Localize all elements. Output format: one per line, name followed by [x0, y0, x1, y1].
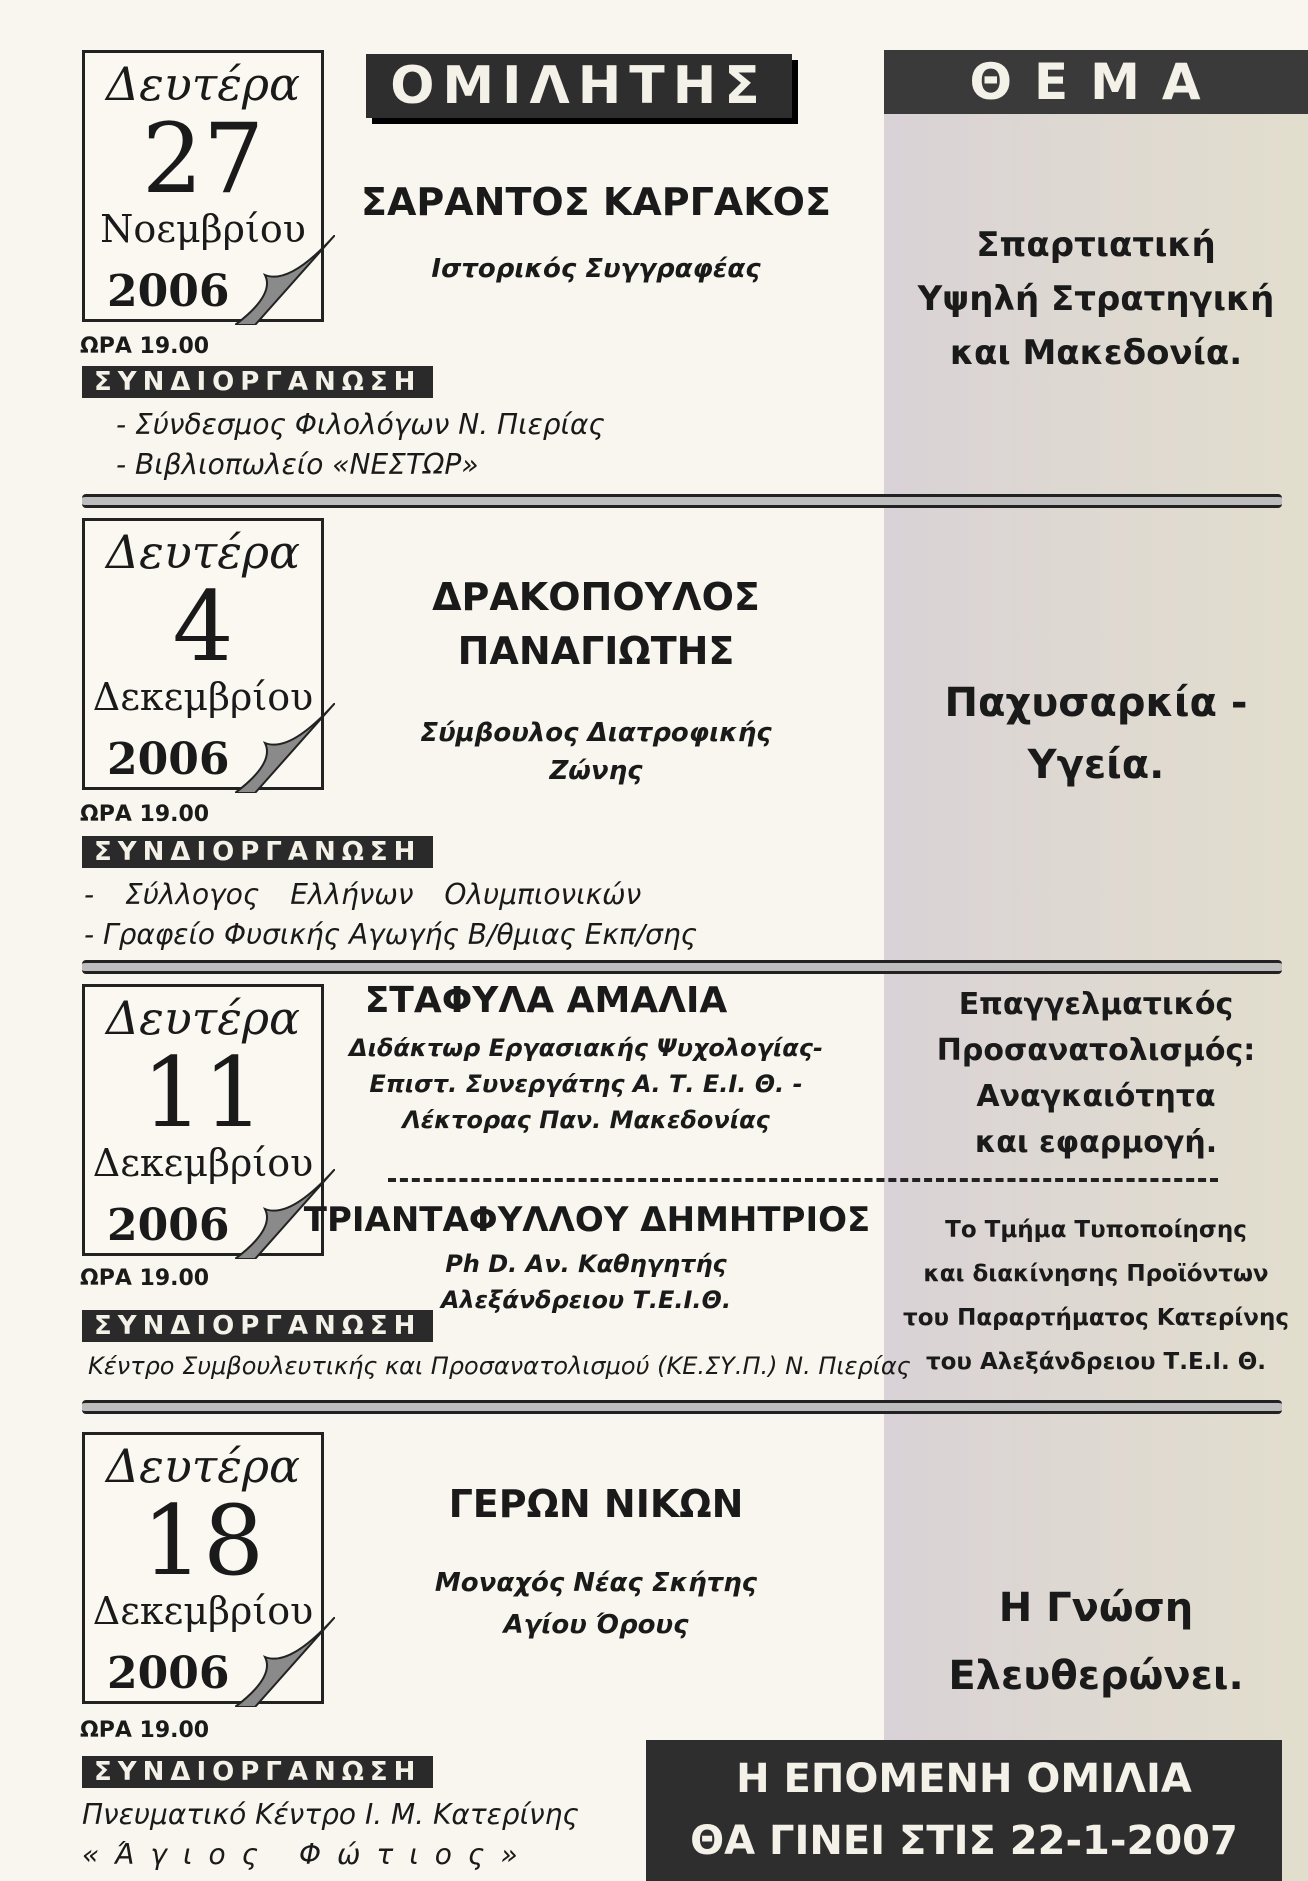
page-curl-icon: [235, 235, 335, 325]
calendar-day: Δευτέρα: [105, 1439, 301, 1493]
calendar-month: Δεκεμβρίου: [92, 1141, 314, 1185]
section-divider: [82, 960, 1282, 974]
topic-line: Αναγκαιότητα: [976, 1079, 1216, 1114]
calendar-card-event-1: [82, 50, 324, 322]
organizer-line: - Σύλλογος Ελλήνων Ολυμπιονικών: [84, 878, 642, 911]
speaker-title-line: Σύμβουλος Διατροφικής: [420, 718, 772, 748]
speaker-name: ΣΑΡΑΝΤΟΣ ΚΑΡΓΑΚΟΣ: [361, 180, 831, 224]
calendar-month: Δεκεμβρίου: [92, 675, 314, 719]
speaker-name-b: ΤΡΙΑΝΤΑΦΥΛΛΟΥ ΔΗΜΗΤΡΙΟΣ: [303, 1200, 871, 1240]
next-lecture-line: ΘΑ ΓΙΝΕΙ ΣΤΙΣ 22-1-2007: [690, 1818, 1238, 1864]
calendar-year: 2006: [107, 1200, 230, 1251]
section-divider: [82, 494, 1282, 508]
speaker-title-line: Ph D. Αν. Καθηγητής: [445, 1250, 727, 1278]
speaker-name-a: ΣΤΑΦΥΛΑ ΑΜΑΛΙΑ: [364, 980, 728, 1021]
speaker-title-line: Λέκτορας Παν. Μακεδονίας: [402, 1106, 770, 1134]
calendar-card-event-3: [82, 984, 324, 1256]
speaker-name: ΓΕΡΩΝ ΝΙΚΩΝ: [448, 1482, 744, 1526]
speaker-title: [346, 714, 846, 790]
organizer-line: «Άγιος Φώτιος»: [82, 1838, 534, 1871]
organizer-label: ΣΥΝΔΙΟΡΓΑΝΩΣΗ: [82, 366, 433, 398]
calendar-card-event-2: [82, 518, 324, 790]
organizer-line: - Γραφείο Φυσικής Αγωγής Β/θμιας Εκπ/σης: [84, 918, 698, 951]
speaker-header: ΟΜΙΛΗΤΗΣ: [366, 54, 792, 118]
next-lecture-banner: [646, 1740, 1282, 1881]
calendar-year: 2006: [107, 266, 230, 317]
topic-line: Υψηλή Στρατηγική: [917, 279, 1275, 319]
speaker-title-line: Διδάκτωρ Εργασιακής Ψυχολογίας-: [349, 1034, 823, 1062]
calendar-day: Δευτέρα: [105, 57, 301, 111]
topic-line: Το Τμήμα Τυποποίησης: [945, 1217, 1247, 1243]
topic-line: Ελευθερώνει.: [948, 1653, 1244, 1699]
calendar-year: 2006: [107, 1648, 230, 1699]
organizer-line: Κέντρο Συμβουλευτικής και Προσανατολισμού (ΚΕ.ΣΥ.Π.) Ν. Πιερίας: [88, 1352, 911, 1380]
speaker-title: [346, 1562, 846, 1646]
organizer-label: ΣΥΝΔΙΟΡΓΑΝΩΣΗ: [82, 1310, 433, 1342]
topic-line: και εφαρμογή.: [974, 1125, 1218, 1160]
organizer-line: Πνευματικό Κέντρο Ι. Μ. Κατερίνης: [82, 1798, 579, 1831]
speaker-title-line: Αλεξάνδρειου Τ.Ε.Ι.Θ.: [440, 1286, 732, 1314]
event-time: ΩΡΑ 19.00: [80, 802, 210, 827]
topic-event-2: [884, 672, 1308, 796]
next-lecture-line: Η ΕΠΟΜΕΝΗ ΟΜΙΛΙΑ: [736, 1756, 1192, 1802]
calendar-day: Δευτέρα: [105, 525, 301, 579]
calendar-year: 2006: [107, 734, 230, 785]
speaker-name: [346, 570, 846, 678]
topic-line: Επαγγελματικός: [958, 987, 1234, 1022]
topic-line: και Μακεδονία.: [949, 333, 1243, 373]
topic-line: Παχυσαρκία -: [944, 680, 1248, 726]
speaker-title-line: Επιστ. Συνεργάτης Α. Τ. Ε.Ι. Θ. -: [369, 1070, 803, 1098]
page-curl-icon: [235, 703, 335, 793]
topic-line: και διακίνησης Προϊόντων: [923, 1261, 1269, 1287]
topic-line: Σπαρτιατική: [976, 225, 1216, 265]
calendar-card-event-4: [82, 1432, 324, 1704]
speaker-title-line: Ζώνης: [549, 756, 643, 786]
event-time: ΩΡΑ 19.00: [80, 334, 210, 359]
speaker-name-line: ΠΑΝΑΓΙΩΤΗΣ: [457, 629, 735, 673]
calendar-day: Δευτέρα: [105, 991, 301, 1045]
topic-line: Προσανατολισμός:: [936, 1033, 1256, 1068]
calendar-month: Δεκεμβρίου: [92, 1589, 314, 1633]
topic-event-3a: [884, 982, 1308, 1166]
calendar-date: 18: [141, 1485, 265, 1597]
topic-event-4: [884, 1574, 1308, 1710]
organizer-line: - Σύνδεσμος Φιλολόγων Ν. Πιερίας: [116, 408, 605, 441]
topic-line: Η Γνώση: [998, 1585, 1194, 1631]
speaker-title: Ιστορικός Συγγραφέας: [431, 254, 761, 284]
topic-line: Υγεία.: [1027, 742, 1165, 788]
speaker-title-line: Μοναχός Νέας Σκήτης: [434, 1568, 758, 1598]
event-time: ΩΡΑ 19.00: [80, 1266, 210, 1291]
calendar-date: 11: [141, 1037, 265, 1149]
calendar-date: 27: [141, 103, 265, 215]
topic-line: του Αλεξάνδρειου Τ.Ε.Ι. Θ.: [925, 1349, 1267, 1375]
organizer-line: - Βιβλιοπωλείο «ΝΕΣΤΩΡ»: [116, 448, 479, 481]
speaker-title-b: [336, 1246, 836, 1318]
topic-event-1: [884, 218, 1308, 380]
section-divider: [82, 1400, 1282, 1414]
organizer-label: ΣΥΝΔΙΟΡΓΑΝΩΣΗ: [82, 1756, 433, 1788]
speaker-title-a: [336, 1030, 836, 1138]
speaker-title-line: Αγίου Όρους: [503, 1610, 689, 1640]
organizer-label: ΣΥΝΔΙΟΡΓΑΝΩΣΗ: [82, 836, 433, 868]
calendar-month: Νοεμβρίου: [100, 207, 306, 251]
calendar-date: 4: [172, 571, 234, 683]
event-time: ΩΡΑ 19.00: [80, 1718, 210, 1743]
topic-event-3b: [884, 1208, 1308, 1384]
topic-line: του Παραρτήματος Κατερίνης: [903, 1305, 1289, 1331]
theme-header: ΘΕΜΑ: [884, 50, 1308, 114]
speaker-name-line: ΔΡΑΚΟΠΟΥΛΟΣ: [432, 575, 760, 619]
page-curl-icon: [235, 1617, 335, 1707]
dashed-separator: [388, 1178, 1218, 1182]
